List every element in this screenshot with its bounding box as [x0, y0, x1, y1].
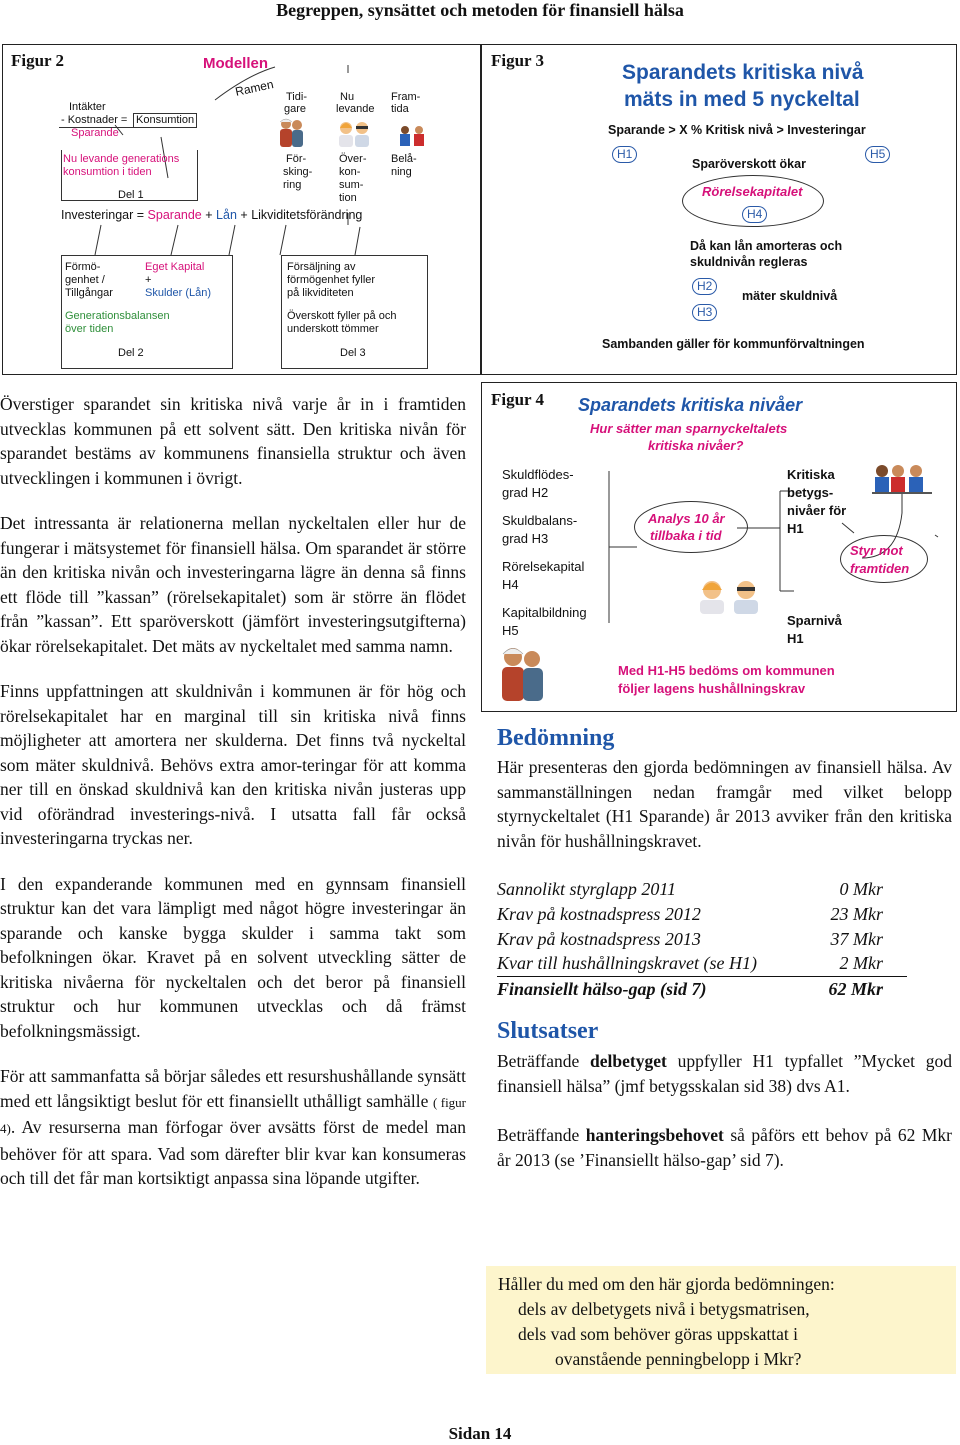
gap-value: 37 Mkr — [830, 928, 883, 949]
intakter: Intäkter — [69, 101, 106, 113]
gap-table — [497, 877, 907, 1002]
skuldbalans-1: Skuldbalans- — [502, 513, 578, 528]
generationsbalansen-2: över tiden — [65, 323, 114, 335]
figure-3 — [481, 44, 957, 375]
slutsatser-p1-a: Beträffande — [497, 1051, 591, 1071]
question-line-1: Håller du med om den här gjorda bedömningen: — [498, 1274, 835, 1294]
konsumtion-box: Konsumtion — [133, 113, 197, 128]
fig4-bottom-2: följer lagens hushållningskrav — [618, 681, 806, 696]
tidigare-1: Tidi- — [286, 91, 307, 103]
gap-value: 0 Mkr — [839, 879, 883, 899]
figure-3-label: Figur 3 — [491, 51, 545, 70]
overskott-2: underskott tömmer — [287, 323, 379, 335]
eget-kapital: Eget Kapital — [145, 261, 205, 273]
modellen-title: Modellen — [203, 55, 269, 72]
formogenhet-2: genhet / — [65, 274, 105, 286]
h4-badge: H4 — [742, 206, 767, 223]
fig3-title-1: Sparandets kritiska nivå — [622, 61, 864, 84]
h3-badge: H3 — [692, 304, 717, 321]
elderly-couple-icon — [498, 645, 546, 705]
formogenhet-1: Förmö- — [65, 261, 101, 273]
h2-badge-wrap — [692, 277, 717, 295]
eq-equals: = — [136, 208, 145, 222]
gap-row-4 — [497, 951, 907, 977]
eq-plus-1: + — [205, 208, 213, 222]
kapital-2: H5 — [502, 623, 519, 638]
kritiska-2: betygs- — [787, 485, 834, 500]
slutsatser-p1 — [497, 1049, 952, 1098]
rorelse-2: H4 — [502, 577, 519, 592]
elderly-couple-icon — [277, 117, 307, 149]
fig4-subtitle-2: kritiska nivåer? — [648, 438, 744, 453]
left-paragraph-2: Det intressanta är relationerna mellan nyckeltalen eller hur de fungerar i mätsystemet för finansiell hälsa. Om sparandet är större än den kritiska nivån och investeringarna lägre än denna så finns ett flöde till ”kassan” (rörelsekapitalet) som är större än flödet från ”kassan”. Ett sparöverskott (jämfört investeringsutgifterna) ökar rörelsekapitalet. Det mäts av nyckeltalet med samma namn. — [0, 513, 466, 656]
h5-badge-wrap — [865, 145, 890, 163]
bedomning-text: Här presenteras den gjorda bedömningen av finansiell hälsa. Av sammanställningen nedan framgår med vilket belopp styrnyckeltalet (H1 Sparande) år 2013 avviker från den kritiska nivån för hushållningskravet. — [497, 757, 952, 851]
styr-2: framtiden — [850, 561, 910, 576]
sparniva-1: Sparnivå — [787, 613, 842, 628]
page-header: Begreppen, synsättet och metoden för finansiell hälsa — [276, 0, 684, 20]
nu-1: Nu — [340, 91, 355, 103]
fig3-title-2: mäts in med 5 nyckeltal — [624, 88, 860, 111]
overkonsumtion-1: Över- — [339, 153, 367, 165]
analys-1: Analys 10 år — [648, 511, 725, 526]
forsaljning-1: Försäljning av — [287, 261, 356, 273]
sambanden: Sambanden gäller för kommunförvaltningen — [602, 337, 865, 351]
gap-label: Krav på kostnadspress 2012 — [497, 903, 701, 924]
slutsatser-p2-b: hanteringsbehovet — [585, 1125, 724, 1145]
analys-2: tillbaka i tid — [650, 528, 722, 543]
figure-4-label: Figur 4 — [491, 390, 545, 409]
gap-value: 23 Mkr — [830, 903, 883, 924]
question-line-2: dels av delbetygets nivå i betygsmatrisen, — [518, 1299, 810, 1319]
young-couple-icon — [336, 120, 372, 148]
fig3-formula: Sparande > X % Kritisk nivå > Investeringar — [608, 123, 866, 137]
h4-badge-wrap — [742, 205, 767, 223]
kostnader: - Kostnader = — [61, 114, 128, 126]
slutsatser-heading: Slutsatser — [497, 1018, 599, 1044]
question-line-3: dels vad som behöver göras uppskattat i — [518, 1324, 798, 1344]
ramen-label: Ramen — [233, 77, 275, 99]
left-paragraph-1: Överstiger sparandet sin kritiska nivå varje år in i framtiden utvecklas kommunen på ett solvent sätt. Den kritiska nivån för sparandet bestäms av kommunens finansiella struktur och även utvecklingen i kommunen i övrigt. — [0, 394, 466, 488]
young-couple-icon — [694, 578, 766, 614]
tidigare-2: gare — [284, 103, 307, 115]
belaning-1: Belå- — [391, 153, 417, 165]
gap-label: Kvar till hushållningskravet (se H1) — [497, 953, 757, 974]
gap-row-1 — [497, 877, 907, 902]
mater-skuldniva: mäter skuldnivå — [742, 289, 838, 303]
left-paragraph-5 — [0, 1064, 466, 1191]
forskingring-2: sking- — [283, 166, 313, 178]
gap-label: Krav på kostnadspress 2013 — [497, 928, 701, 949]
kritiska-1: Kritiska — [787, 467, 835, 482]
styr-1: Styr mot — [850, 543, 903, 558]
generationsbalansen-1: Generationsbalansen — [65, 310, 170, 322]
overskott-1: Överskott fyller på och — [287, 310, 397, 322]
slutsatser-p2 — [497, 1123, 952, 1172]
kritiska-4: H1 — [787, 521, 804, 536]
nu-levande-2: konsumtion i tiden — [63, 166, 152, 178]
belaning-2: ning — [391, 166, 412, 178]
overkonsumtion-3: sum- — [339, 179, 364, 191]
sparniva-2: H1 — [787, 631, 804, 646]
slutsatser-p1-b: delbetyget — [590, 1051, 667, 1071]
equation-row — [61, 208, 362, 222]
lan-line-1: Då kan lån amorteras och — [690, 239, 843, 253]
figure-4 — [481, 382, 957, 712]
gap-row-3 — [497, 927, 907, 952]
skulder: Skulder (Lån) — [145, 287, 212, 299]
analys-oval — [634, 501, 748, 553]
left-paragraph-3: Finns uppfattningen att skuldnivån i kommunen är för hög och rörelsekapitalet har en marginal till sin kritiska nivå finns möjligheter att amortera ner skulderna. Det finns två nyckeltal som mäter skuldnivå. Behövs extra amor-teringar för att komma ner till en önskad skuldnivå kan den kritiska nivån justeras upp vid oförändrad investerings-nivå. I utsatta fall får också investeringarna tryckas ner. — [0, 681, 466, 848]
left-p5-small: ( figur 4) — [0, 1094, 467, 1136]
left-p5-after: . Av resurserna man förfogar över avsätts först de medel man behöver för att spara. Vad som därefter blir kvar kan konsumeras och till det får man kortsiktigt anpassa sina löpande utgifter. — [0, 1117, 466, 1188]
children-icon — [398, 125, 428, 147]
skuldflodes-2: grad H2 — [502, 485, 549, 500]
formogenhet-3: Tillgångar — [65, 287, 113, 299]
slutsatser-p1-c: uppfyller H1 typfallet ”Mycket god finansiell hälsa” (jmf betygsskalan sid 38) dvs A1. — [497, 1051, 952, 1096]
fig4-subtitle-1: Hur sätter man sparnyckeltalets — [590, 421, 788, 436]
eq-investeringar: Investeringar — [61, 208, 134, 222]
children-icon — [872, 463, 932, 503]
skuldbalans-2: grad H3 — [502, 531, 549, 546]
del1: Del 1 — [118, 189, 144, 201]
kapital-1: Kapitalbildning — [502, 605, 587, 620]
left-column-text — [0, 392, 466, 1212]
gap-value: 2 Mkr — [839, 953, 883, 974]
del2: Del 2 — [118, 347, 144, 359]
left-paragraph-4: I den expanderande kommunen med en gynnsam finansiell struktur kan det vara lämpligt med något högre investeringar än sparande och kanske bygga skulder i samma takt som befolkningen ökar. Kravet på en solvent utveckling sätter de kritiska nivåerna för nyckeltalen och det beror på finansiell struktur och hur kommunen utvecklas och då främst befolkningsmässigt. — [0, 873, 466, 1041]
eq-likviditet: Likviditetsförändring — [251, 208, 363, 222]
kritiska-3: nivåer för — [787, 503, 847, 518]
question-box — [486, 1266, 956, 1374]
skuldflodes-1: Skuldflödes- — [502, 467, 574, 482]
h2-badge: H2 — [692, 278, 717, 295]
rorelse-1: Rörelsekapital — [502, 559, 585, 574]
rorelsekapitalet: Rörelsekapitalet — [702, 184, 803, 199]
forskingring-3: ring — [283, 179, 302, 191]
slutsatser-p2-a: Beträffande — [497, 1125, 586, 1145]
h1-badge-wrap — [612, 145, 637, 163]
eq-plus-2: + — [240, 208, 248, 222]
figure-2 — [2, 44, 481, 375]
forsaljning-2: förmögenhet fyller — [287, 274, 376, 286]
h1-badge: H1 — [612, 146, 637, 163]
figure-2-label: Figur 2 — [11, 51, 65, 70]
gap-row-total — [497, 977, 907, 1002]
gap-label: Sannolikt styrglapp 2011 — [497, 879, 676, 899]
gap-label: Finansiellt hälso-gap (sid 7) — [497, 979, 707, 1000]
question-line-4: ovanstående penningbelopp i Mkr? — [555, 1349, 802, 1369]
plus-sign: + — [145, 274, 152, 286]
sparoverskott: Sparöverskott ökar — [692, 157, 806, 171]
sparande-label: Sparande — [71, 127, 119, 139]
left-p5-before: För att sammanfatta så börjar således ett resurshushållande synsätt med ett långsiktigt beslut för ett finansiellt uthålligt samhälle — [0, 1066, 466, 1111]
gap-row-2 — [497, 902, 907, 927]
framtida-2: tida — [391, 103, 409, 115]
eq-sparande: Sparande — [147, 208, 202, 222]
forsaljning-3: på likviditeten — [287, 287, 354, 299]
forskingring-1: För- — [286, 153, 307, 165]
overkonsumtion-2: kon- — [339, 166, 361, 178]
bedomning-heading: Bedömning — [497, 725, 615, 751]
eq-lan: Lån — [216, 208, 237, 222]
del3: Del 3 — [340, 347, 366, 359]
slutsatser-p2-c: så påförs ett behov på 62 Mkr år 2013 (se ’Finansiellt hälso-gap’ sid 7). — [497, 1125, 952, 1170]
fig4-bottom-1: Med H1-H5 bedöms om kommunen — [618, 663, 835, 678]
gap-value: 62 Mkr — [828, 979, 883, 1000]
page-number: Sidan 14 — [448, 1424, 512, 1443]
lan-line-2: skuldnivån regleras — [690, 255, 808, 269]
nu-2: levande — [336, 103, 375, 115]
h5-badge: H5 — [865, 146, 890, 163]
h3-badge-wrap — [692, 303, 717, 321]
intakter-underline — [59, 127, 197, 128]
overkonsumtion-4: tion — [339, 192, 357, 204]
framtida-1: Fram- — [391, 91, 421, 103]
nu-levande-1: Nu levande generations — [63, 153, 180, 165]
fig4-title: Sparandets kritiska nivåer — [578, 395, 803, 415]
